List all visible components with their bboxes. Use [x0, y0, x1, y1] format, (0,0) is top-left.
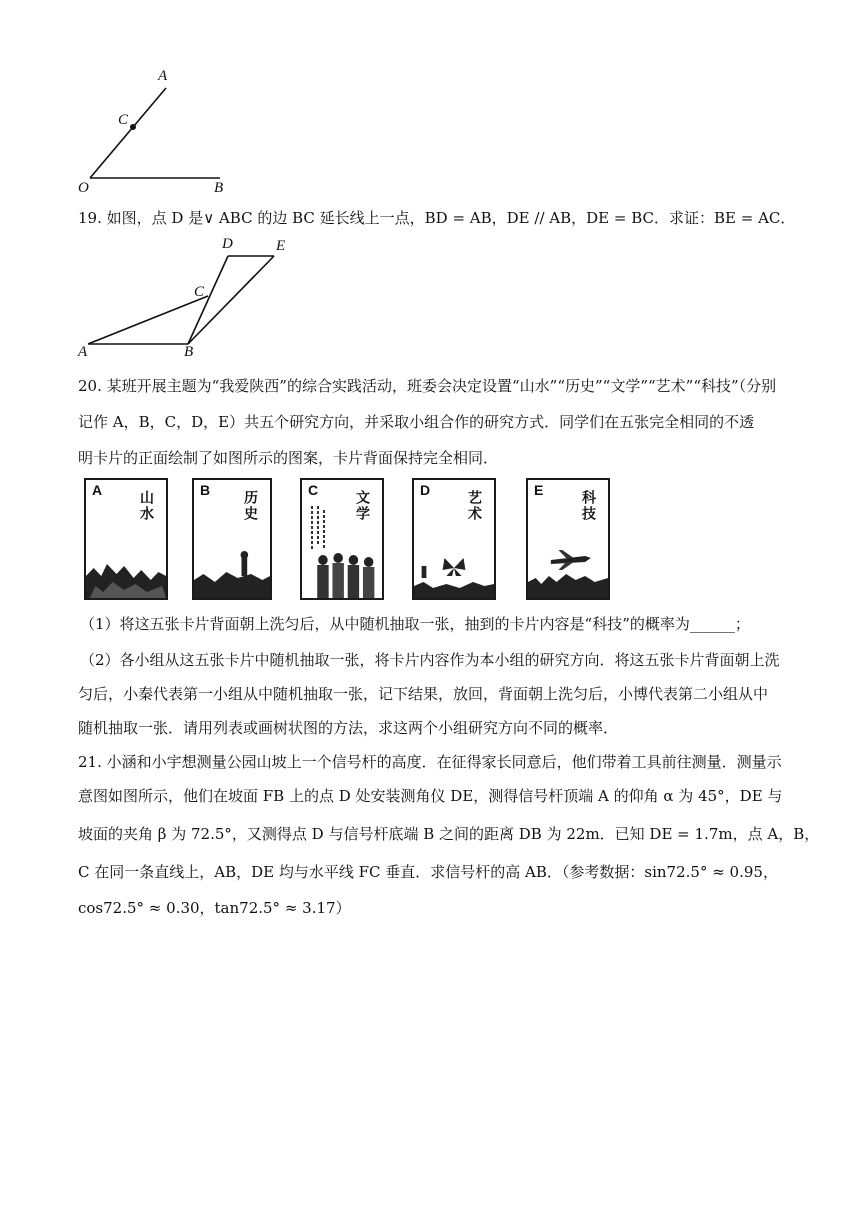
card-e: [526, 478, 610, 600]
q20-number: 20.: [78, 377, 102, 395]
q20-part2-line2: 匀后，小秦代表第一小组从中随机抽取一张，记下结果，放回，背面朝上洗匀后，小博代表第二小组从中: [78, 685, 769, 703]
landscape-illustration: [86, 546, 166, 598]
card-letter: A: [92, 482, 103, 498]
people-illustration: [302, 546, 382, 598]
segment-ac: [88, 296, 208, 344]
label-a: A: [158, 68, 168, 84]
q21-line2: 意图如图所示，他们在坡面 FB 上的点 D 处安装测角仪 DE，测得信号杆顶端 A 的仰角 α 为 45°，DE 与: [78, 787, 783, 805]
q21-line3: 坡面的夹角 β 为 72.5°，又测得点 D 与信号杆底端 B 之间的距离 DB 为 22m．已知 DE = 1.7m，点 A，B，: [78, 825, 820, 843]
label-b: B: [214, 180, 224, 196]
card-letter: E: [534, 482, 544, 498]
history-illustration: [194, 546, 270, 598]
q20-line1-text: 某班开展主题为“我爱陕西”的综合实践活动，班委会决定设置“山水”“历史”“文学”“艺术”“科技”（分别: [106, 377, 777, 395]
label-c2: C: [194, 284, 205, 300]
label-o: O: [78, 180, 89, 196]
q21-line5: cos72.5° ≈ 0.30，tan72.5° ≈ 3.17）: [78, 899, 351, 917]
card-title: 历史: [242, 490, 258, 522]
card-title: 艺术: [466, 490, 482, 522]
triangle-figure: [80, 236, 300, 356]
card-c: [300, 478, 384, 600]
q21-number: 21.: [78, 753, 102, 771]
q21-line1-text: 小涵和小宇想测量公园山坡上一个信号杆的高度．在征得家长同意后，他们带着工具前往测量．测量示: [106, 753, 782, 771]
label-d: D: [222, 236, 233, 252]
label-a2: A: [78, 344, 88, 360]
q20-line1: [78, 376, 776, 396]
q20-part2-line1: （2）各小组从这五张卡片中随机抽取一张，将卡片内容作为本小组的研究方向．将这五张卡片背面朝上洗: [80, 651, 780, 669]
technology-illustration: [528, 546, 608, 598]
label-b2: B: [184, 344, 194, 360]
butterfly-illustration: [414, 546, 494, 598]
q19-text: 如图，点 D 是∨ ABC 的边 BC 延长线上一点，BD = AB，DE // AB，DE = BC．求证：BE = AC．: [106, 209, 796, 227]
poem-text-marks: [308, 506, 328, 550]
q19-number: 19.: [78, 209, 102, 227]
card-letter: D: [420, 482, 431, 498]
card-letter: C: [308, 482, 319, 498]
q20-part2-line3: 随机抽取一张．请用列表或画树状图的方法，求这两个小组研究方向不同的概率．: [78, 719, 619, 737]
ray-oa: [90, 88, 166, 178]
card-a: [84, 478, 168, 600]
angle-figure: [70, 66, 250, 196]
card-d: [412, 478, 496, 600]
q21-line4: C 在同一条直线上，AB，DE 均与水平线 FC 垂直．求信号杆的高 AB．（参考数据：sin72.5° ≈ 0.95，: [78, 863, 778, 881]
card-title: 山水: [138, 490, 154, 522]
q20-line3: 明卡片的正面绘制了如图所示的图案，卡片背面保持完全相同．: [78, 449, 499, 467]
q20-line2: 记作 A，B，C，D，E）共五个研究方向，并采取小组合作的研究方式．同学们在五张完全相同的不透: [78, 413, 755, 431]
card-b: [192, 478, 272, 600]
card-letter: B: [200, 482, 211, 498]
point-c: [130, 124, 136, 130]
q19-text-line: [78, 208, 795, 228]
label-c: C: [118, 112, 129, 128]
q21-line1: [78, 752, 782, 772]
q20-part1: （1）将这五张卡片背面朝上洗匀后，从中随机抽取一张，抽到的卡片内容是“科技”的概率为______；: [80, 615, 750, 633]
card-title: 文学: [354, 490, 370, 522]
label-e: E: [276, 238, 286, 254]
card-title: 科技: [580, 490, 596, 522]
